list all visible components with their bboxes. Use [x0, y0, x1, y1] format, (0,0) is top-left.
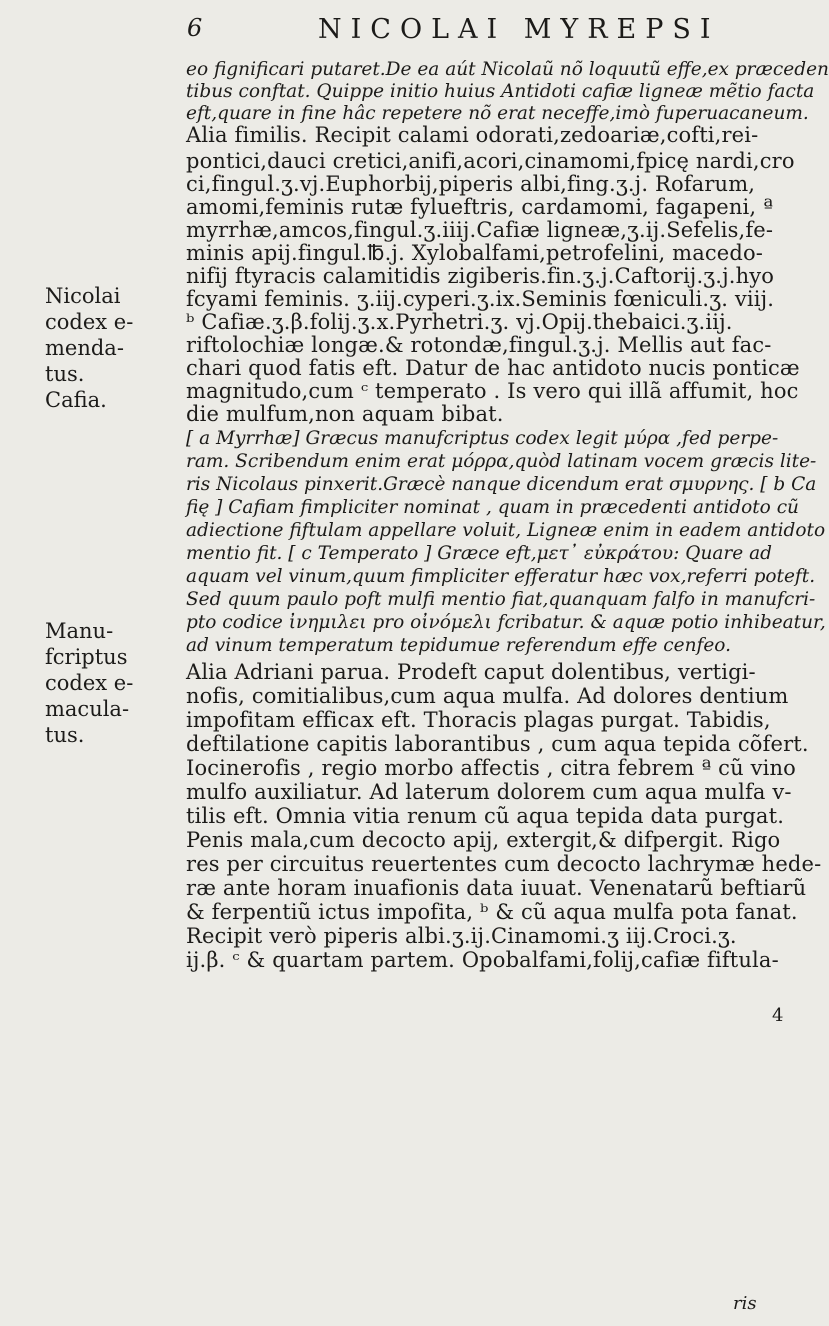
text-line: ad vinum temperatum tepidumue referendum effe cenfeo.: [186, 635, 731, 656]
text-line: nofis, comitialibus,cum aqua mulfa. Ad dolores dentium: [186, 684, 789, 708]
text-line: res per circuitus reuertentes cum decocto lachrymæ hede-: [186, 852, 822, 876]
margin-note-line: Manu-: [45, 619, 114, 643]
margin-note-line: codex e-: [45, 671, 134, 695]
text-line: minis apij.fingul.℔.j. Xylobalfami,petrofelini, macedo-: [186, 241, 763, 265]
text-line: Sed quum paulo poft mulfi mentio fiat,quanquam falfo in manufcri-: [186, 589, 816, 610]
text-line: myrrhæ,amcos,fingul.ʒ.iiij.Cafiæ ligneæ,ʒ.ij.Sefelis,fe-: [186, 218, 774, 242]
text-line: deftilatione capitis laborantibus , cum aqua tepida cõfert.: [186, 732, 809, 756]
margin-note-codex-emendatus: [45, 283, 133, 413]
margin-note-line: menda-: [45, 336, 124, 360]
text-line: fcyami feminis. ʒ.iij.cyperi.ʒ.ix.Seminis fœniculi.ʒ. viij.: [186, 287, 775, 311]
text-line: ᵇ Cafiæ.ʒ.β.folij.ʒ.x.Pyrhetri.ʒ. vj.Opij.thebaici.ʒ.iij.: [186, 310, 733, 334]
text-line: mentio fit. [ c Temperato ] Græce eft,μετ᾽ εὐκράτου: Quare ad: [186, 543, 772, 564]
text-line: Recipit verò piperis albi.ʒ.ij.Cinamomi.ʒ iij.Croci.ʒ.: [186, 924, 737, 948]
text-line: Alia fimilis. Recipit calami odorati,zedoariæ,cofti,rei-: [186, 123, 759, 147]
text-line: eo fignificari putaret.De ea aút Nicolaũ nõ loquutũ effe,ex præceden: [186, 59, 829, 80]
margin-note-line: Nicolai: [45, 284, 121, 308]
text-line: pto codice ἰνημιλει pro οἰνόμελι fcribatur. & aquæ potio inhibeatur,: [186, 612, 826, 633]
text-line: die mulfum,non aquam bibat.: [186, 402, 504, 426]
text-line: mulfo auxiliatur. Ad laterum dolorem cum aqua mulfa v-: [186, 780, 792, 804]
text-line: tibus conftat. Quippe initio huius Antidoti cafiæ ligneæ mẽtio facta: [186, 81, 815, 102]
text-line: eft,quare in fine hâc repetere nõ erat neceffe,imò fuperuacaneum.: [186, 103, 809, 124]
text-line: amomi,feminis rutæ fylueftris, cardamomi, fagapeni, ª: [186, 195, 774, 219]
text-line: ram. Scribendum enim erat μόρρα,quòd latinam vocem græcis lite-: [186, 451, 817, 472]
text-line: ræ ante horam inuafionis data iuuat. Venenatarũ beftiarũ: [186, 876, 807, 900]
text-line: Alia Adriani parua. Prodeft caput dolentibus, vertigi-: [186, 660, 756, 684]
text-line: aquam vel vinum,quum fimpliciter efferatur hæc vox,referri poteft.: [186, 566, 816, 587]
text-line: Penis mala,cum decocto apij, extergit,& difpergit. Rigo: [186, 828, 781, 852]
margin-note-line: macula-: [45, 697, 130, 721]
text-line: ci,fingul.ʒ.vj.Euphorbij,piperis albi,fing.ʒ.j. Rofarum,: [186, 172, 756, 196]
running-header: NICOLAI MYREPSI: [318, 14, 720, 45]
text-line: [ a Myrrhæ] Græcus manufcriptus codex legit μύρα ,fed perpe-: [186, 428, 779, 449]
text-line: Iocinerofis , regio morbo affectis , citra febrem ª cũ vino: [186, 756, 796, 780]
text-line: tilis eft. Omnia vitia renum cũ aqua tepida data purgat.: [186, 804, 785, 828]
text-line: fię ] Cafiam fimpliciter nominat , quam in præcedenti antidoto cũ: [186, 497, 799, 518]
margin-note-line: codex e-: [45, 310, 134, 334]
margin-note-line: tus.: [45, 362, 85, 386]
text-line: riftolochiæ longæ.& rotondæ,fingul.ʒ.j. Mellis aut fac-: [186, 333, 772, 357]
footnote-marker: 4: [772, 1005, 784, 1026]
text-line: adiectione fiftulam appellare voluit, Ligneæ enim in eadem antidoto: [186, 520, 826, 541]
catchword: ris: [733, 1293, 757, 1314]
text-line: ris Nicolaus pinxerit.Græcè nanque dicendum erat σμυρνης. [ b Ca: [186, 474, 817, 495]
page-number: 6: [187, 14, 203, 42]
text-line: & ferpentiũ ictus impofita, ᵇ & cũ aqua mulfa pota fanat.: [186, 900, 798, 924]
margin-note-line: fcriptus: [45, 645, 128, 669]
text-line: impofitam efficax eft. Thoracis plagas purgat. Tabidis,: [186, 708, 771, 732]
text-line: chari quod fatis eft. Datur de hac antidoto nucis ponticæ: [186, 356, 800, 380]
text-line: nifij ftyracis calamitidis zigiberis.fin.ʒ.j.Caftorij.ʒ.j.hyo: [186, 264, 775, 288]
text-line: pontici,dauci cretici,anifi,acori,cinamomi,fpicę nardi,cro: [186, 149, 795, 173]
margin-note-line: Cafia.: [45, 388, 107, 412]
text-line: ij.β. ᶜ & quartam partem. Opobalfami,folij,cafiæ fiftula-: [186, 948, 779, 972]
text-line: magnitudo,cum ᶜ temperato . Is vero qui illã affumit, hoc: [186, 379, 799, 403]
margin-note-line: tus.: [45, 723, 85, 747]
margin-note-manuscriptus: [45, 618, 133, 748]
